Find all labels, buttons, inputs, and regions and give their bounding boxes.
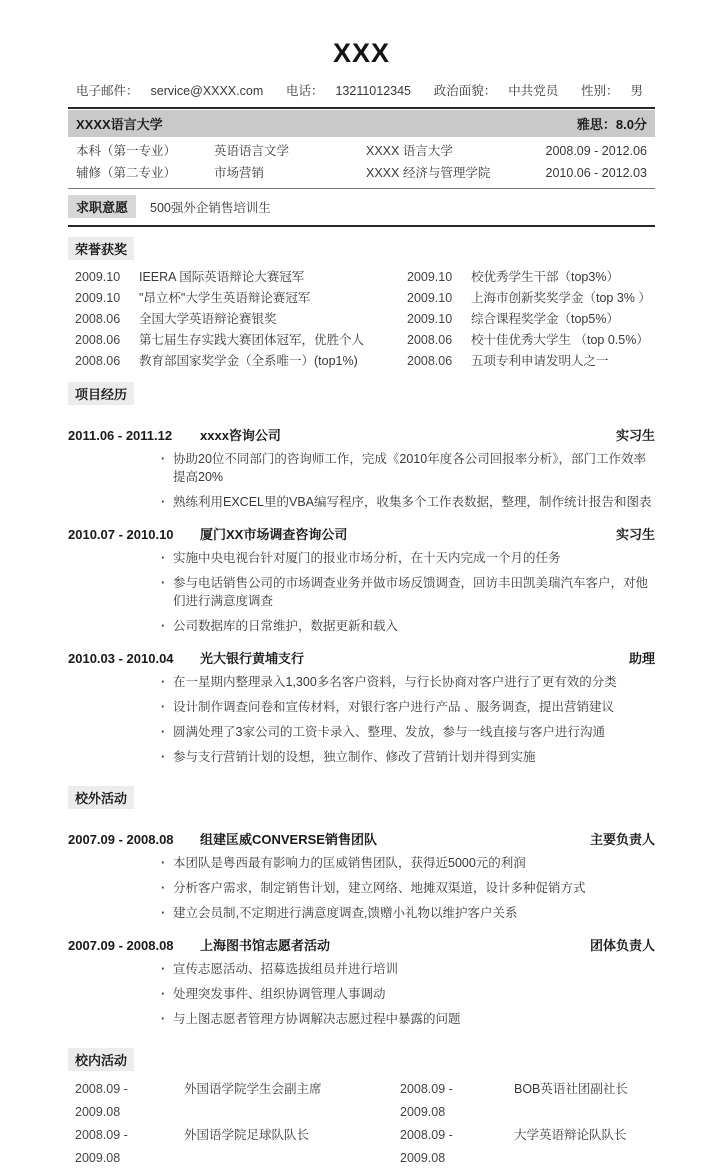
activity-header — [68, 935, 655, 954]
education-institution: XXXX 经济与管理学院 — [366, 166, 491, 180]
honor-item — [400, 309, 655, 330]
project-organization: 厦门XX市场调查咨询公司 — [200, 527, 348, 542]
project-bullets — [160, 673, 655, 766]
projects-section-title: 项目经历 — [68, 382, 134, 405]
bullet-item: · 熟练利用EXCEL里的VBA编写程序，收集多个工作表数据，整理，制作统计报告和图表 — [160, 493, 655, 511]
project-period: 2011.06 - 2011.12 — [68, 428, 173, 443]
bullet-item: · 建立会员制,不定期进行满意度调查,馈赠小礼物以维护客户关系 — [160, 904, 655, 922]
campus-item — [400, 1078, 655, 1124]
education-major: 市场营销 — [214, 166, 265, 180]
campus-date: 2008.09 - 2009.08 — [400, 1082, 453, 1119]
bullet-item: · 参与电话销售公司的市场调查业务并做市场反馈调查，回访丰田凯美瑞汽车客户，对他们进行满意度调查 — [160, 574, 655, 610]
honor-date: 2009.10 — [407, 291, 453, 305]
project-role: 助理 — [628, 651, 655, 666]
project-header — [68, 648, 655, 667]
project-list — [68, 425, 655, 766]
education-school-name: XXXX语言大学 — [76, 117, 163, 132]
campus-columns — [68, 1078, 655, 1170]
project-bullets — [160, 450, 655, 511]
education-period: 2010.06 - 2012.03 — [545, 166, 647, 180]
campus-left-column — [68, 1078, 400, 1170]
honors-columns — [68, 267, 655, 372]
activity-bullets — [160, 854, 655, 922]
honor-item — [68, 309, 400, 330]
activity-bullets — [160, 960, 655, 1028]
honor-text: 上海市创新奖奖学金（top 3% ） — [471, 291, 651, 305]
honor-item — [400, 288, 655, 309]
activity-item — [68, 829, 655, 922]
honor-date: 2009.10 — [75, 270, 121, 284]
bullet-item: · 在一星期内整理录入1,300多名客户资料，与行长协商对客户进行了更有效的分类 — [160, 673, 655, 691]
honor-text: 五项专利申请发明人之一 — [471, 354, 609, 368]
honors-section-title: 荣誉获奖 — [68, 237, 134, 260]
candidate-name: XXX — [332, 38, 391, 68]
honor-text: 综合课程奖学金（top5%） — [471, 312, 619, 326]
campus-text: 外国语学院学生会副主席 — [184, 1082, 322, 1096]
bullet-item: · 参与支行营销计划的设想，独立制作、修改了营销计划并得到实施 — [160, 748, 655, 766]
project-item — [68, 425, 655, 511]
ielts-score: 雅思：8.0分 — [576, 117, 647, 132]
project-bullets — [160, 549, 655, 635]
project-item — [68, 524, 655, 635]
activity-item — [68, 935, 655, 1028]
project-period: 2010.07 - 2010.10 — [68, 527, 174, 542]
activity-organization: 上海图书馆志愿者活动 — [200, 938, 331, 953]
education-row — [68, 140, 655, 162]
activity-role: 主要负责人 — [589, 832, 655, 847]
campus-date: 2008.09 - 2009.08 — [75, 1082, 128, 1119]
campus-text: 外国语学院足球队队长 — [184, 1128, 310, 1142]
honor-date: 2008.06 — [407, 354, 453, 368]
honor-item — [400, 330, 655, 351]
campus-right-column — [400, 1078, 655, 1170]
section-projects — [68, 372, 655, 766]
project-role: 实习生 — [615, 428, 655, 443]
honor-date: 2008.06 — [75, 333, 121, 347]
honor-text: 教育部国家奖学金（全系唯一）(top1%) — [139, 354, 358, 368]
project-organization: 光大银行黄埔支行 — [200, 651, 305, 666]
education-header-bar — [68, 110, 655, 137]
project-period: 2010.03 - 2010.04 — [68, 651, 174, 666]
campus-text: 大学英语辩论队队长 — [514, 1128, 627, 1142]
honors-right-column — [400, 267, 655, 372]
contact-email — [76, 81, 263, 99]
honor-item — [400, 351, 655, 372]
campus-item — [68, 1124, 400, 1170]
project-header — [68, 524, 655, 543]
activity-period: 2007.09 - 2008.08 — [68, 832, 174, 847]
phone-label: 电话： — [285, 84, 324, 98]
bullet-item: · 本团队是粤西最有影响力的匡威销售团队，获得近5000元的利润 — [160, 854, 655, 872]
honor-text: 校十佳优秀大学生 （top 0.5%） — [471, 333, 649, 347]
activity-organization: 组建匡威CONVERSE销售团队 — [200, 832, 377, 847]
bullet-item: · 设计制作调查问卷和宣传材料，对银行客户进行产品 、服务调查，提出营销建议 — [160, 698, 655, 716]
education-degree: 本科（第一专业） — [76, 144, 177, 158]
campus-item — [400, 1124, 655, 1170]
bullet-item: · 与上图志愿者管理方协调解决志愿过程中暴露的问题 — [160, 1010, 655, 1028]
contact-gender — [581, 81, 643, 99]
education-period: 2008.09 - 2012.06 — [545, 144, 647, 158]
honor-text: 全国大学英语辩论赛银奖 — [139, 312, 277, 326]
section-external-activities — [68, 776, 655, 1028]
political-value: 中共党员 — [508, 84, 559, 98]
bullet-item: · 协助20位不同部门的咨询师工作，完成《2010年度各公司回报率分析》，部门工作效率提高20% — [160, 450, 655, 486]
activity-header — [68, 829, 655, 848]
email-value: service@XXXX.com — [150, 84, 264, 98]
objective-value: 500强外企销售培训生 — [150, 200, 271, 215]
section-campus-activities — [68, 1038, 655, 1170]
project-role: 实习生 — [615, 527, 655, 542]
honor-item — [68, 330, 400, 351]
bullet-item: · 实施中央电视台针对厦门的报业市场分析，在十天内完成一个月的任务 — [160, 549, 655, 567]
education-degree: 辅修（第二专业） — [76, 166, 177, 180]
honor-item — [68, 267, 400, 288]
campus-text: BOB英语社团副社长 — [514, 1082, 628, 1096]
political-label: 政治面貌： — [433, 84, 497, 98]
gender-label: 性别： — [580, 84, 619, 98]
education-major: 英语语言文学 — [214, 144, 290, 158]
honor-text: 第七届生存实践大赛团体冠军，优胜个人 — [139, 333, 365, 347]
honor-text: IEERA 国际英语辩论大赛冠军 — [139, 270, 305, 284]
section-honors — [68, 227, 655, 372]
bullet-item: · 分析客户需求，制定销售计划，建立网络、地摊双渠道，设计多种促销方式 — [160, 879, 655, 897]
honor-item — [68, 288, 400, 309]
campus-item — [68, 1078, 400, 1124]
bullet-item: · 宣传志愿活动、招募选拔组员并进行培训 — [160, 960, 655, 978]
honor-date: 2008.06 — [75, 312, 121, 326]
education-table — [68, 137, 655, 189]
contact-row — [68, 78, 655, 109]
objective-row — [68, 189, 655, 227]
honor-text: 校优秀学生干部（top3%） — [471, 270, 619, 284]
bullet-item: · 公司数据库的日常维护，数据更新和载入 — [160, 617, 655, 635]
honor-text: "昂立杯"大学生英语辩论赛冠军 — [139, 291, 311, 305]
gender-value: 男 — [630, 84, 643, 98]
honor-date: 2008.06 — [407, 333, 453, 347]
campus-date: 2008.09 - 2009.08 — [75, 1128, 128, 1165]
campus-section-title: 校内活动 — [68, 1048, 134, 1071]
campus-date: 2008.09 - 2009.08 — [400, 1128, 453, 1165]
education-row — [68, 162, 655, 184]
project-organization: xxxx咨询公司 — [200, 428, 281, 443]
phone-value: 13211012345 — [335, 84, 412, 98]
external-section-title: 校外活动 — [68, 786, 134, 809]
email-label: 电子邮件： — [76, 84, 139, 98]
honor-date: 2009.10 — [407, 270, 453, 284]
activity-period: 2007.09 - 2008.08 — [68, 938, 174, 953]
external-activity-list — [68, 829, 655, 1028]
honors-left-column — [68, 267, 400, 372]
contact-phone — [286, 81, 411, 99]
bullet-item: · 处理突发事件、组织协调管理人事调动 — [160, 985, 655, 1003]
honor-item — [400, 267, 655, 288]
project-item — [68, 648, 655, 766]
honor-date: 2009.10 — [75, 291, 121, 305]
honor-item — [68, 351, 400, 372]
objective-label: 求职意愿 — [68, 195, 136, 218]
honor-date: 2009.10 — [407, 312, 453, 326]
education-institution: XXXX 语言大学 — [366, 144, 453, 158]
honor-date: 2008.06 — [75, 354, 121, 368]
project-header — [68, 425, 655, 444]
contact-political-status — [434, 81, 559, 99]
activity-role: 团体负责人 — [589, 938, 655, 953]
bullet-item: · 圆满处理了3家公司的工资卡录入、整理、发放，参与一线直接与客户进行沟通 — [160, 723, 655, 741]
